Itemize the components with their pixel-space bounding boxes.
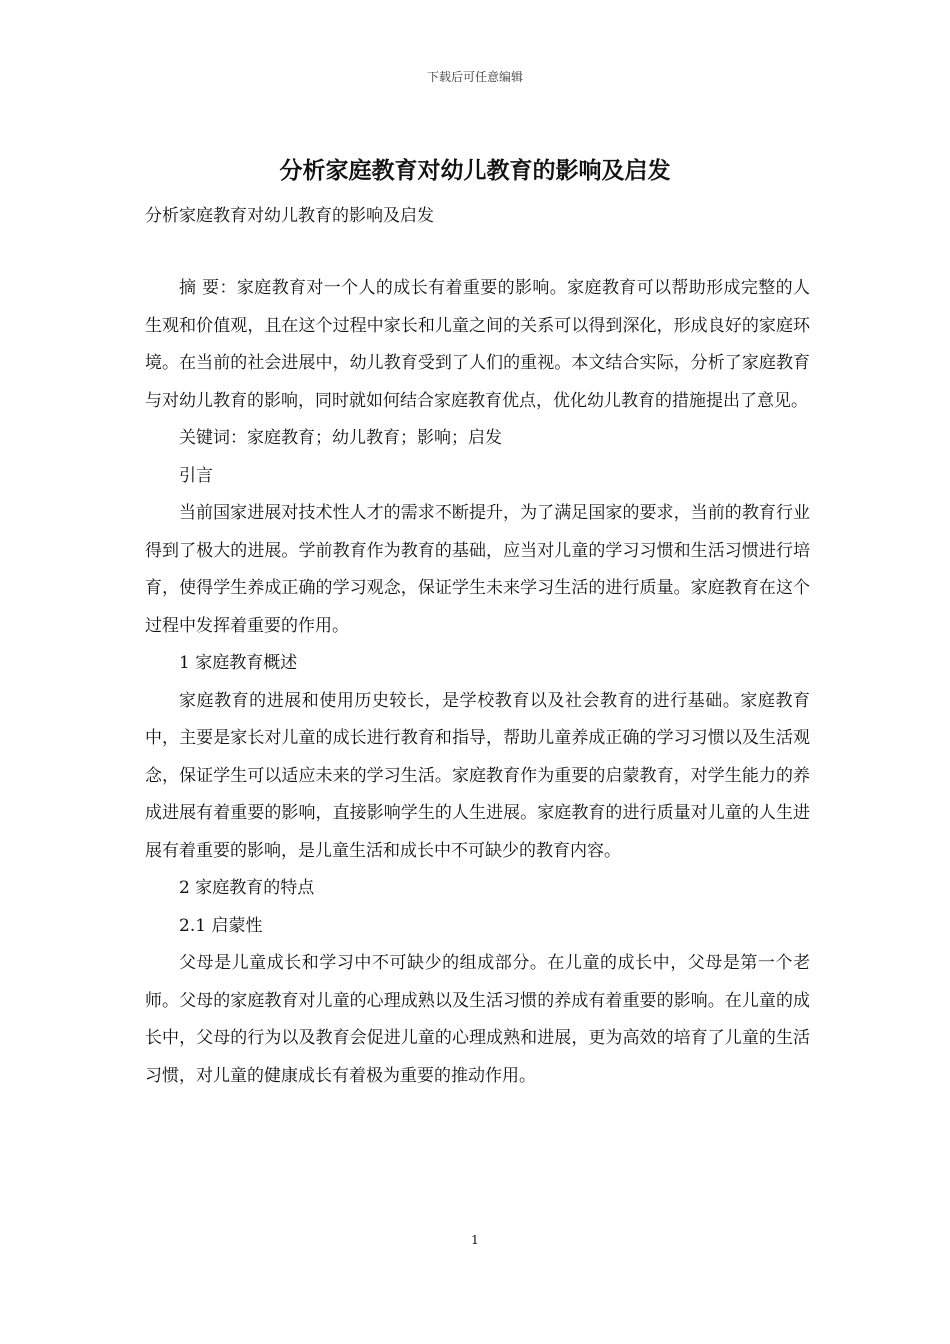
introduction-paragraph: 当前国家进展对技术性人才的需求不断提升，为了满足国家的要求，当前的教育行业得到了极大的进展。学前教育作为教育的基础，应当对儿童的学习习惯和生活习惯进行培育，使得学生养成正确的学习观念，保证学生未来学习生活的进行质量。家庭教育在这个过程中发挥着重要的作用。 xyxy=(145,503,810,636)
document-subtitle: 分析家庭教育对幼儿教育的影响及启发 xyxy=(145,206,434,226)
header-note: 下载后可任意编辑 xyxy=(426,70,523,84)
page-number: 1 xyxy=(471,1233,479,1247)
section-heading-introduction: 引言 xyxy=(179,465,213,486)
abstract-paragraph: 摘 要：家庭教育对一个人的成长有着重要的影响。家庭教育可以帮助形成完整的人生观和价值观，且在这个过程中家长和儿童之间的关系可以得到深化，形成良好的家庭环境。在当前的社会进展中，幼儿教育受到了人们的重视。本文结合实际，分析了家庭教育与对幼儿教育的影响，同时就如何结合家庭教育优点，优化幼儿教育的措施提出了意见。 xyxy=(145,278,810,411)
subsection-heading-2-1: 2.1 启蒙性 xyxy=(179,915,263,936)
section-heading-1: 1 家庭教育概述 xyxy=(179,653,298,673)
document-body xyxy=(145,270,810,1095)
subsection-2-1-paragraph: 父母是儿童成长和学习中不可缺少的组成部分。在儿童的成长中，父母是第一个老师。父母的家庭教育对儿童的心理成熟以及生活习惯的养成有着重要的影响。在儿童的成长中，父母的行为以及教育会促进儿童的心理成熟和进展，更为高效的培育了儿童的生活习惯，对儿童的健康成长有着极为重要的推动作用。 xyxy=(145,953,810,1086)
keywords-paragraph: 关键词：家庭教育；幼儿教育；影响；启发 xyxy=(179,428,502,448)
section-heading-2: 2 家庭教育的特点 xyxy=(179,878,315,898)
document-title: 分析家庭教育对幼儿教育的影响及启发 xyxy=(279,158,671,184)
section-1-paragraph: 家庭教育的进展和使用历史较长，是学校教育以及社会教育的进行基础。家庭教育中，主要是家长对儿童的成长进行教育和指导，帮助儿童养成正确的学习习惯以及生活观念，保证学生可以适应未来的学习生活。家庭教育作为重要的启蒙教育，对学生能力的养成进展有着重要的影响，直接影响学生的人生进展。家庭教育的进行质量对儿童的人生进展有着重要的影响，是儿童生活和成长中不可缺少的教育内容。 xyxy=(145,690,810,861)
